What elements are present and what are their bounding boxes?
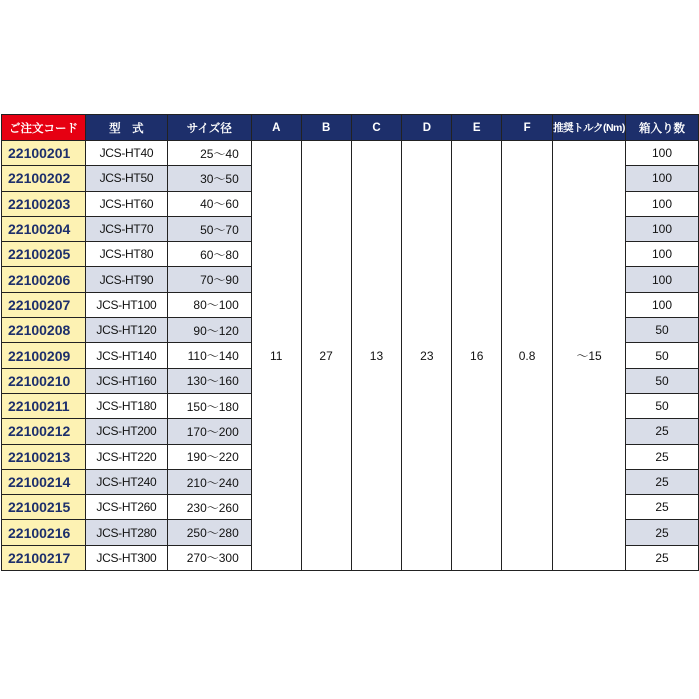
box-quantity-cell: 50 (626, 368, 699, 393)
model-cell: JCS-HT120 (85, 318, 167, 343)
size-range-cell: 250～280 (167, 520, 251, 545)
size-range-cell: 70～90 (167, 267, 251, 292)
model-cell: JCS-HT180 (85, 393, 167, 418)
spec-table-container (1, 114, 699, 571)
spec-table-body (2, 141, 699, 571)
model-cell: JCS-HT140 (85, 343, 167, 368)
size-range-cell: 270～300 (167, 545, 251, 570)
size-range-cell: 25～40 (167, 141, 251, 166)
model-cell: JCS-HT40 (85, 141, 167, 166)
order-code-cell: 22100208 (2, 318, 86, 343)
model-cell: JCS-HT50 (85, 166, 167, 191)
header-qty: 箱入り数 (626, 115, 699, 141)
box-quantity-cell: 100 (626, 191, 699, 216)
order-code-cell: 22100203 (2, 191, 86, 216)
size-range-cell: 60～80 (167, 242, 251, 267)
model-cell: JCS-HT160 (85, 368, 167, 393)
dim-torque-cell: ～15 (553, 141, 626, 571)
box-quantity-cell: 25 (626, 419, 699, 444)
model-cell: JCS-HT300 (85, 545, 167, 570)
box-quantity-cell: 25 (626, 520, 699, 545)
header-row (2, 115, 699, 141)
model-cell: JCS-HT280 (85, 520, 167, 545)
size-range-cell: 90～120 (167, 318, 251, 343)
box-quantity-cell: 50 (626, 318, 699, 343)
header-f: F (502, 115, 553, 141)
box-quantity-cell: 100 (626, 267, 699, 292)
order-code-cell: 22100207 (2, 292, 86, 317)
size-range-cell: 150～180 (167, 393, 251, 418)
size-range-cell: 110～140 (167, 343, 251, 368)
box-quantity-cell: 25 (626, 469, 699, 494)
order-code-cell: 22100215 (2, 495, 86, 520)
order-code-cell: 22100209 (2, 343, 86, 368)
order-code-cell: 22100210 (2, 368, 86, 393)
header-size: サイズ径 (167, 115, 251, 141)
dim-f-cell: 0.8 (502, 141, 553, 571)
header-b: B (301, 115, 351, 141)
header-c: C (351, 115, 402, 141)
dim-a-cell: 11 (251, 141, 301, 571)
header-order-code: ご注文コード (2, 115, 86, 141)
size-range-cell: 30～50 (167, 166, 251, 191)
header-e: E (452, 115, 502, 141)
dim-e-cell: 16 (452, 141, 502, 571)
box-quantity-cell: 100 (626, 166, 699, 191)
model-cell: JCS-HT100 (85, 292, 167, 317)
size-range-cell: 40～60 (167, 191, 251, 216)
box-quantity-cell: 100 (626, 242, 699, 267)
spec-table (1, 114, 699, 571)
model-cell: JCS-HT80 (85, 242, 167, 267)
order-code-cell: 22100212 (2, 419, 86, 444)
header-a: A (251, 115, 301, 141)
order-code-cell: 22100206 (2, 267, 86, 292)
size-range-cell: 210～240 (167, 469, 251, 494)
size-range-cell: 230～260 (167, 495, 251, 520)
header-d: D (402, 115, 452, 141)
order-code-cell: 22100213 (2, 444, 86, 469)
order-code-cell: 22100201 (2, 141, 86, 166)
header-torque: 推奨トルク(Nm) (553, 115, 626, 141)
box-quantity-cell: 25 (626, 444, 699, 469)
model-cell: JCS-HT60 (85, 191, 167, 216)
model-cell: JCS-HT240 (85, 469, 167, 494)
box-quantity-cell: 100 (626, 141, 699, 166)
size-range-cell: 130～160 (167, 368, 251, 393)
size-range-cell: 50～70 (167, 216, 251, 241)
order-code-cell: 22100217 (2, 545, 86, 570)
size-range-cell: 190～220 (167, 444, 251, 469)
order-code-cell: 22100202 (2, 166, 86, 191)
order-code-cell: 22100211 (2, 393, 86, 418)
box-quantity-cell: 25 (626, 495, 699, 520)
order-code-cell: 22100204 (2, 216, 86, 241)
header-model: 型 式 (85, 115, 167, 141)
model-cell: JCS-HT260 (85, 495, 167, 520)
box-quantity-cell: 100 (626, 216, 699, 241)
dim-c-cell: 13 (351, 141, 402, 571)
model-cell: JCS-HT200 (85, 419, 167, 444)
table-row (2, 141, 699, 166)
dim-d-cell: 23 (402, 141, 452, 571)
model-cell: JCS-HT220 (85, 444, 167, 469)
box-quantity-cell: 50 (626, 343, 699, 368)
model-cell: JCS-HT90 (85, 267, 167, 292)
model-cell: JCS-HT70 (85, 216, 167, 241)
dim-b-cell: 27 (301, 141, 351, 571)
box-quantity-cell: 50 (626, 393, 699, 418)
box-quantity-cell: 100 (626, 292, 699, 317)
order-code-cell: 22100205 (2, 242, 86, 267)
order-code-cell: 22100216 (2, 520, 86, 545)
size-range-cell: 170～200 (167, 419, 251, 444)
size-range-cell: 80～100 (167, 292, 251, 317)
order-code-cell: 22100214 (2, 469, 86, 494)
box-quantity-cell: 25 (626, 545, 699, 570)
